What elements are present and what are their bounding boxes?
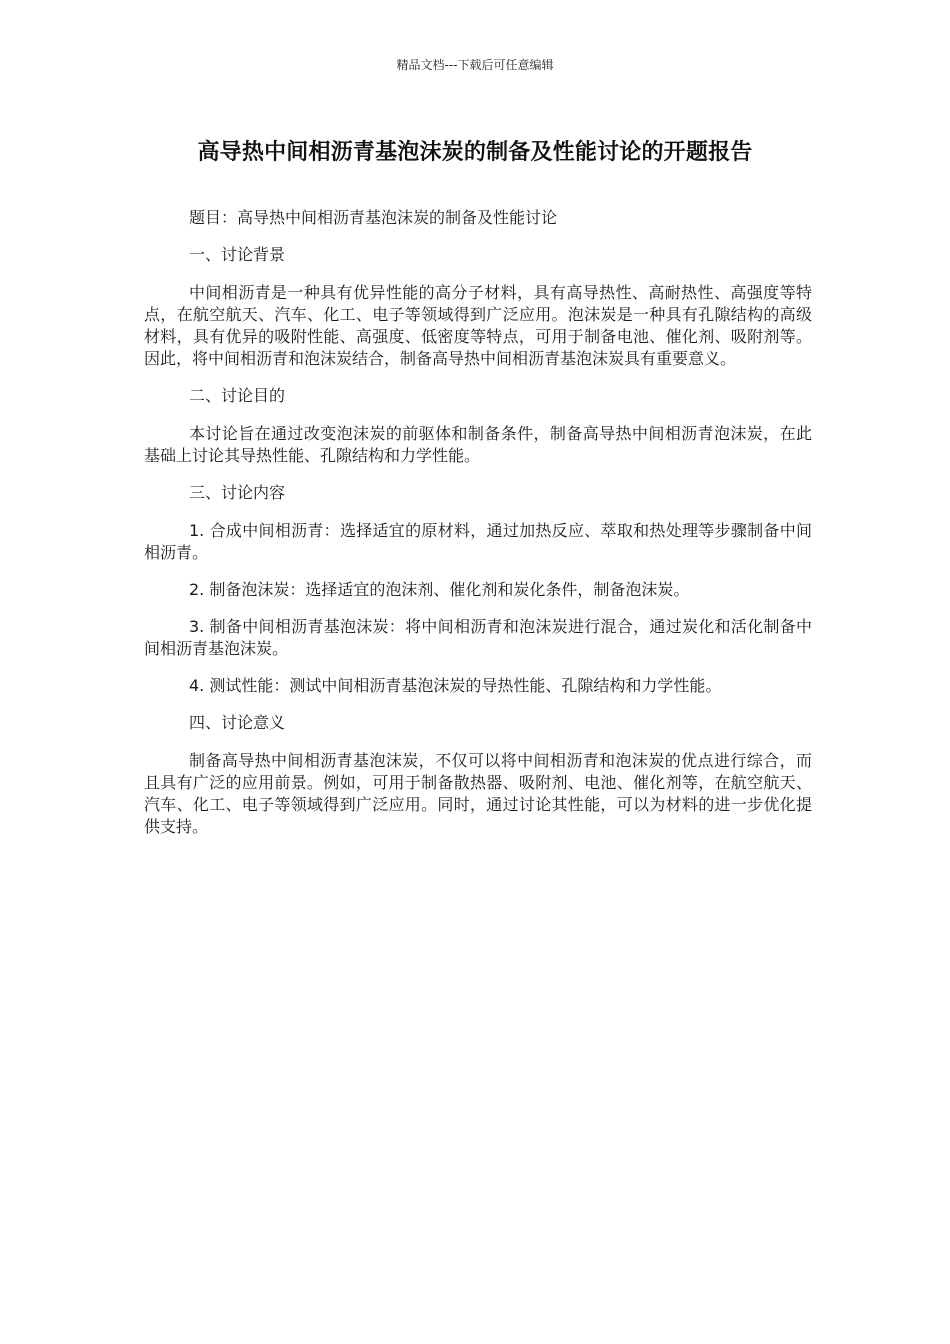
- subject-line: 题目：高导热中间相沥青基泡沫炭的制备及性能讨论: [189, 208, 558, 227]
- section-heading-content: 三、讨论内容: [189, 483, 286, 502]
- significance-paragraph: 制备高导热中间相沥青基泡沫炭，不仅可以将中间相沥青和泡沫炭的优点进行综合，而且具有广泛的应用前景。例如，可用于制备散热器、吸附剂、电池、催化剂等，在航空航天、汽车、化工、电子等领域得到广泛应用。同时，通过讨论其性能，可以为材料的进一步优化提供支持。: [144, 751, 812, 836]
- content-item-2: 2. 制备泡沫炭：选择适宜的泡沫剂、催化剂和炭化条件，制备泡沫炭。: [189, 580, 690, 599]
- content-item-3: 3. 制备中间相沥青基泡沫炭：将中间相沥青和泡沫炭进行混合，通过炭化和活化制备中间相沥青基泡沫炭。: [144, 617, 812, 658]
- purpose-paragraph: 本讨论旨在通过改变泡沫炭的前驱体和制备条件，制备高导热中间相沥青泡沫炭，在此基础上讨论其导热性能、孔隙结构和力学性能。: [144, 424, 812, 465]
- section-heading-purpose: 二、讨论目的: [189, 386, 286, 405]
- background-paragraph: 中间相沥青是一种具有优异性能的高分子材料，具有高导热性、高耐热性、高强度等特点，在航空航天、汽车、化工、电子等领域得到广泛应用。泡沫炭是一种具有孔隙结构的高级材料，具有优异的吸附性能、高强度、低密度等特点，可用于制备电池、催化剂、吸附剂等。因此，将中间相沥青和泡沫炭结合，制备高导热中间相沥青基泡沫炭具有重要意义。: [144, 283, 812, 368]
- content-item-4: 4. 测试性能：测试中间相沥青基泡沫炭的导热性能、孔隙结构和力学性能。: [189, 676, 722, 695]
- section-heading-background: 一、讨论背景: [189, 245, 286, 264]
- page-header: 精品文档---下载后可任意编辑: [396, 58, 554, 72]
- document-title: 高导热中间相沥青基泡沫炭的制备及性能讨论的开题报告: [197, 140, 753, 165]
- document-body: [144, 207, 812, 853]
- content-item-1: 1. 合成中间相沥青：选择适宜的原材料，通过加热反应、萃取和热处理等步骤制备中间相沥青。: [144, 521, 812, 562]
- section-heading-significance: 四、讨论意义: [189, 713, 286, 732]
